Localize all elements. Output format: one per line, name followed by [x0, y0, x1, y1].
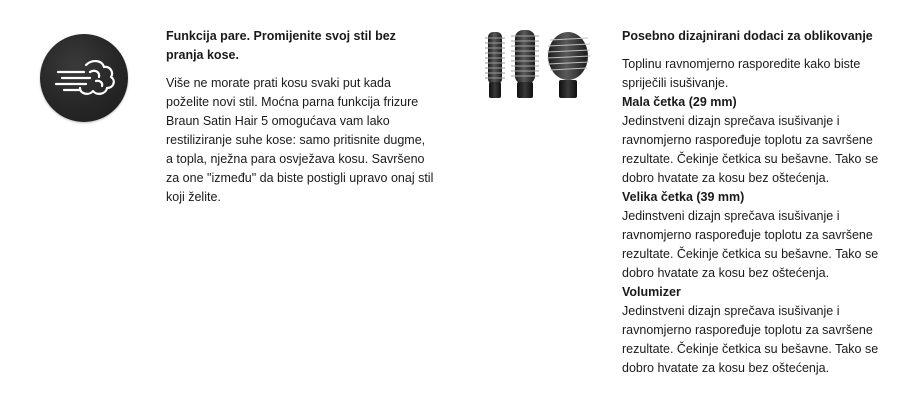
steam-icon	[40, 34, 128, 122]
volumizer-description: Jedinstveni dizajn sprečava isušivanje i ravnomjerno raspoređuje toplotu za savršene rezultate. Čekinje četkica su bešavne. Tako se dobro hvatate za kosu bez oštećenja.	[622, 304, 879, 375]
accessories-text-block	[622, 27, 887, 378]
large-brush-attachment	[511, 30, 539, 98]
small-brush-attachment	[485, 32, 505, 98]
large-brush-description: Jedinstveni dizajn sprečava isušivanje i ravnomjerno raspoređuje toplotu za savršene rezultate. Čekinje četkica su bešavne. Tako se dobro hvatate za kosu bez oštećenja.	[622, 209, 879, 280]
small-brush-title: Mala četka (29 mm)	[622, 95, 737, 109]
volumizer-title: Volumizer	[622, 285, 681, 299]
volumizer-attachment	[547, 32, 590, 98]
accessories-intro: Toplinu ravnomjerno rasporedite kako biste spriječili isušivanje.	[622, 57, 861, 90]
steam-text-block	[166, 27, 434, 207]
large-brush-title: Velika četka (39 mm)	[622, 190, 745, 204]
small-brush-description: Jedinstveni dizajn sprečava isušivanje i ravnomjerno raspoređuje toplotu za savršene rezultate. Čekinje četkica su bešavne. Tako se dobro hvatate za kosu bez oštećenja.	[622, 114, 879, 185]
styling-attachments-image	[480, 26, 592, 102]
accessories-title: Posebno dizajnirani dodaci za oblikovanje	[622, 29, 873, 43]
steam-title: Funkcija pare. Promijenite svoj stil bez pranja kose.	[166, 29, 396, 62]
steam-description: Više ne morate prati kosu svaki put kada poželite novi stil. Moćna parna funkcija frizure Braun Satin Hair 5 omogućava vam lako restiliziranje suhe kose: samo pritisnite dugme, a topla, nježna para osvježava kosu. Savršeno za one "između" da biste postigli upravo onaj stil koji želite.	[166, 76, 434, 204]
